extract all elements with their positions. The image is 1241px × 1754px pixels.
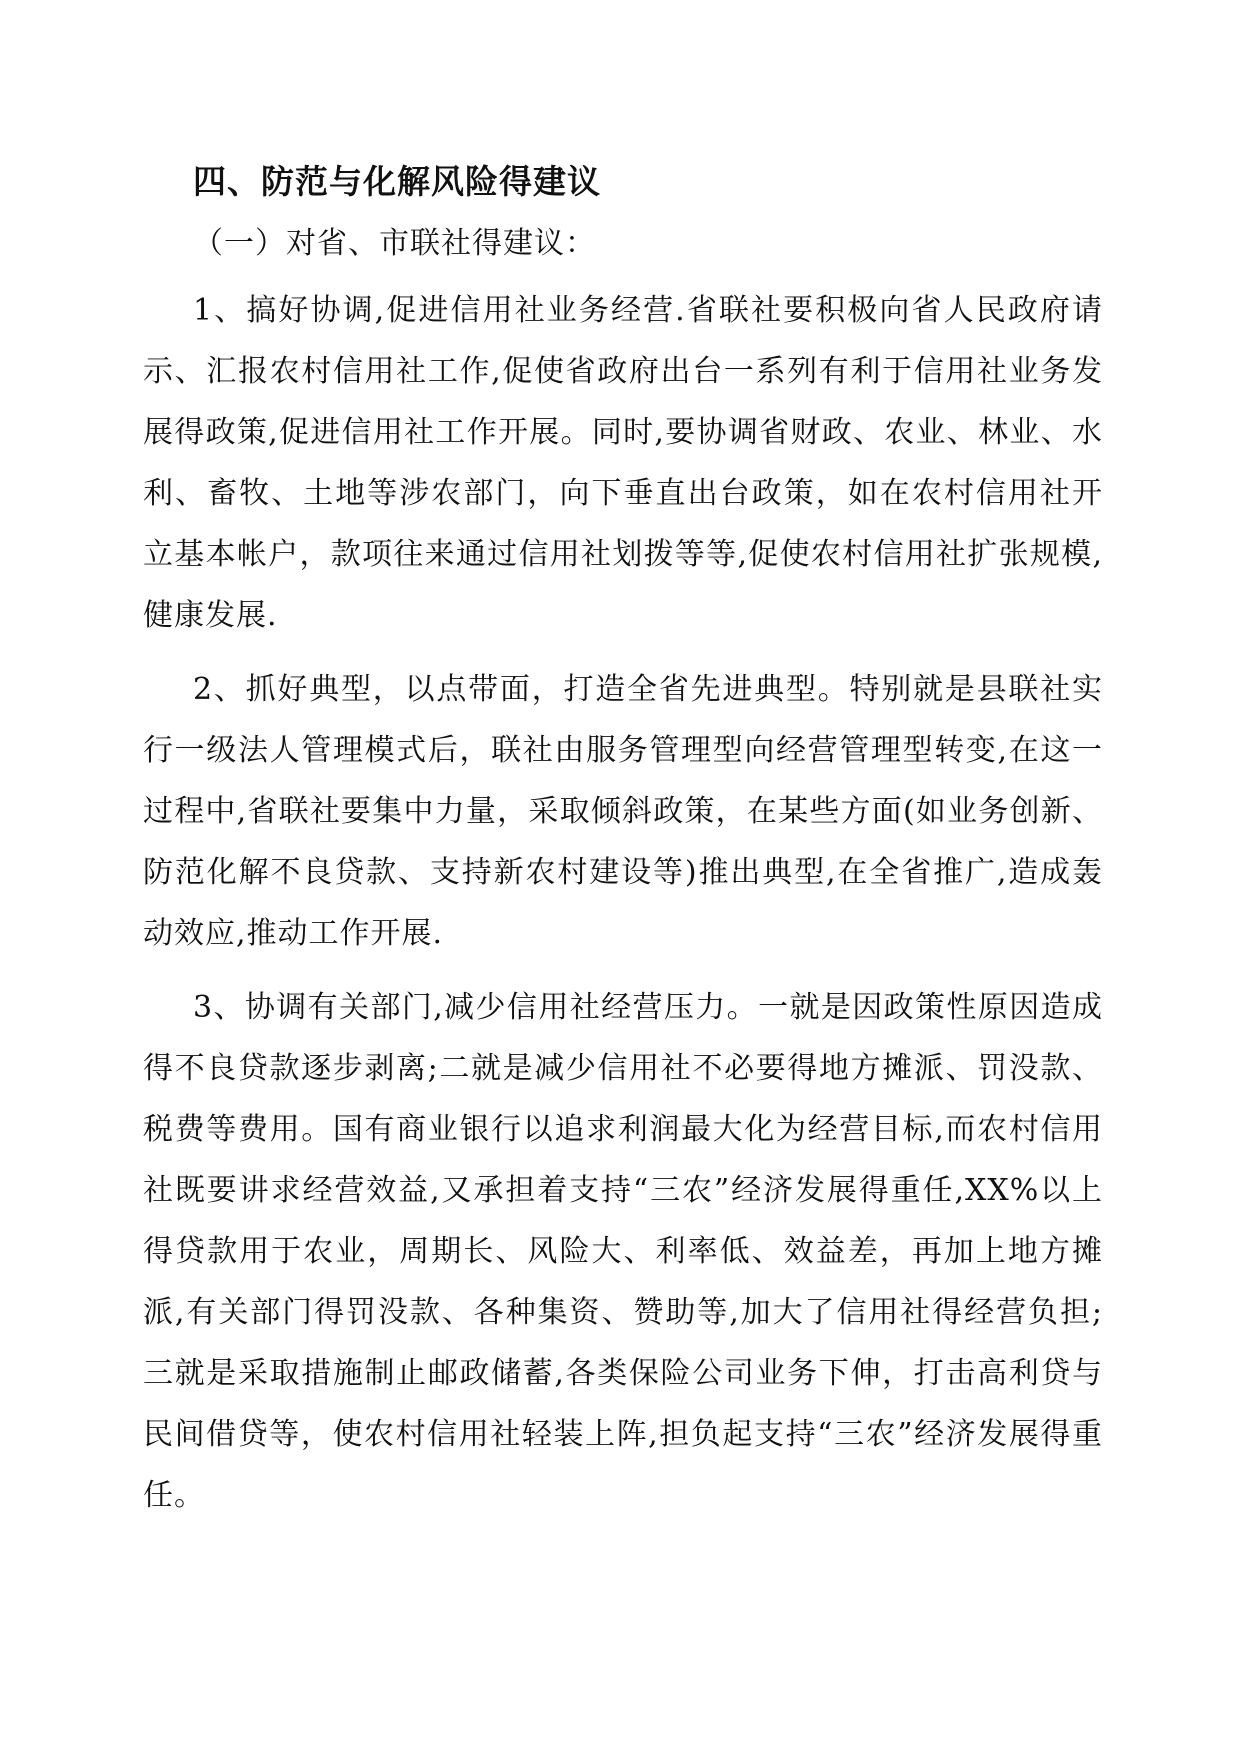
paragraph-1: 1、搞好协调,促进信用社业务经营.省联社要积极向省人民政府请示、汇报农村信用社工作,促使省政府出台一系列有利于信用社业务发展得政策,促进信用社工作开展。同时,要协调省财政、农业、林业、水利、畜牧、土地等涉农部门，向下垂直出台政策，如在农村信用社开立基本帐户，款项往来通过信用社划拨等等,促使农村信用社扩张规模,健康发展.	[143, 293, 1103, 633]
document-body	[143, 158, 1103, 1526]
subsection-heading: （一）对省、市联社得建议：	[193, 226, 596, 261]
paragraph-2: 2、抓好典型，以点带面，打造全省先进典型。特别就是县联社实行一级法人管理模式后，联社由服务管理型向经营管理型转变,在这一过程中,省联社要集中力量，采取倾斜政策，在某些方面(如业务创新、防范化解不良贷款、支持新农村建设等)推出典型,在全省推广,造成轰动效应,推动工作开展.	[143, 672, 1103, 951]
paragraph-3: 3、协调有关部门,减少信用社经营压力。一就是因政策性原因造成得不良贷款逐步剥离;二就是减少信用社不必要得地方摊派、罚没款、税费等费用。国有商业银行以追求利润最大化为经营目标,而农村信用社既要讲求经营效益,又承担着支持“三农”经济发展得重任,XX%以上得贷款用于农业，周期长、风险大、利率低、效益差，再加上地方摊派,有关部门得罚没款、各种集资、赞助等,加大了信用社得经营负担;三就是采取措施制止邮政储蓄,各类保险公司业务下伸，打击高利贷与民间借贷等，使农村信用社轻装上阵,担负起支持“三农”经济发展得重任。	[143, 990, 1103, 1513]
section-heading: 四、防范与化解风险得建议	[193, 162, 601, 201]
